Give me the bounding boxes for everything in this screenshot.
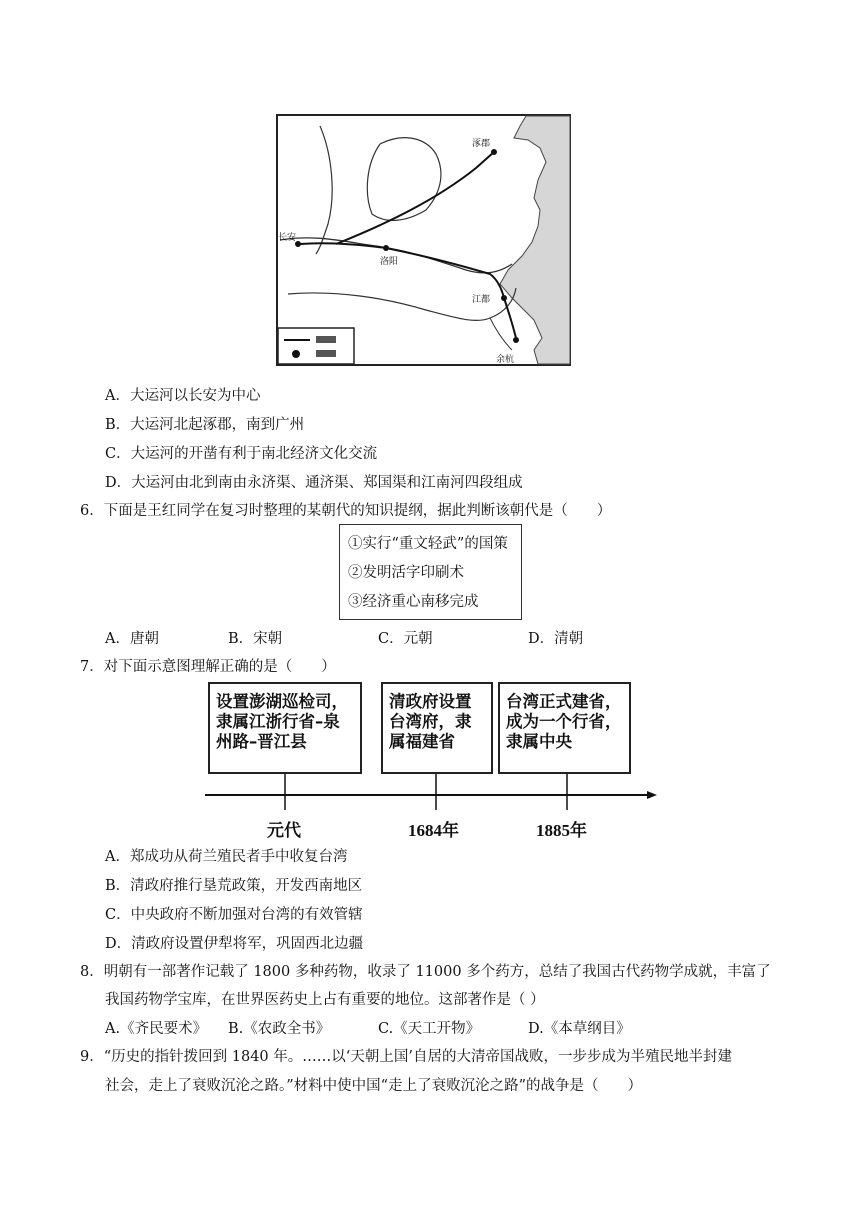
map-label-luoyang: 洛阳 (380, 257, 399, 267)
q6-option-c: C．元朝 (378, 631, 433, 647)
q7-option-a: A．郑成功从荷兰殖民者手中收复台湾 (105, 849, 348, 865)
q9-stem-line1: 9．“历史的指针拨回到 1840 年。……以‘天朝上国’自居的大清帝国战败，一步步成为半殖民地半封建 (80, 1049, 732, 1065)
timeline-box-1885: 台湾正式建省，成为一个行省，隶属中央 (498, 682, 631, 774)
q7-option-d: D．清政府设置伊犁将军，巩固西北边疆 (105, 936, 364, 952)
timeline-box-yuan: 设置澎湖巡检司，隶属江浙行省–泉州路–晋江县 (208, 682, 362, 774)
timeline-label-1684: 1684年 (408, 821, 459, 840)
q5-option-b: B．大运河北起涿郡，南到广州 (105, 417, 305, 433)
q6-stem: 6．下面是王红同学在复习时整理的某朝代的知识提纲，据此判断该朝代是（ ） (80, 503, 612, 519)
timeline-box-1684: 清政府设置台湾府，隶属福建省 (381, 682, 493, 774)
grand-canal-map (276, 114, 571, 366)
map-label-yuhang: 余杭 (496, 355, 515, 365)
q8-stem-line2: 我国药物学宝库，在世界医药史上占有重要的地位。这部著作是（ ） (105, 992, 545, 1008)
q6-option-d: D．清朝 (528, 631, 584, 647)
q8-stem-line1: 8．明朝有一部著作记载了 1800 多种药物，收录了 11000 多个药方，总结了我国古代药物学成就，丰富了 (80, 964, 771, 980)
timeline-axis (205, 774, 665, 814)
q7-option-b: B．清政府推行垦荒政策，开发西南地区 (105, 878, 363, 894)
q8-option-b: B.《农政全书》 (228, 1021, 331, 1037)
q7-stem: 7．对下面示意图理解正确的是（ ） (80, 659, 336, 675)
q6-outline-item: ①实行“重文轻武”的国策 (348, 536, 508, 552)
q6-option-b: B．宋朝 (228, 631, 283, 647)
q5-option-a: A．大运河以长安为中心 (105, 388, 261, 404)
q5-option-d: D．大运河由北到南由永济渠、通济渠、郑国渠和江南河四段组成 (105, 475, 523, 491)
q6-outline-box (339, 524, 522, 620)
q6-outline-item: ③经济重心南移完成 (348, 594, 479, 610)
timeline-label-yuan: 元代 (267, 821, 301, 840)
q8-option-c: C.《天工开物》 (378, 1021, 481, 1037)
timeline-label-1885: 1885年 (536, 821, 587, 840)
q6-option-a: A．唐朝 (105, 631, 159, 647)
q8-option-a: A.《齐民要术》 (105, 1021, 208, 1037)
q9-stem-line2: 社会，走上了衰败沉沦之路。”材料中使中国“走上了衰败沉沦之路”的战争是（ ） (105, 1078, 642, 1094)
map-label-zhuojun: 涿郡 (472, 139, 491, 149)
q8-option-d: D.《本草纲目》 (528, 1021, 631, 1037)
map-label-changan: 长安 (278, 233, 297, 243)
q6-outline-item: ②发明活字印刷术 (348, 565, 464, 581)
q5-option-c: C．大运河的开凿有利于南北经济文化交流 (105, 446, 378, 462)
map-label-jiangdu: 江都 (472, 295, 491, 305)
q7-option-c: C．中央政府不断加强对台湾的有效管辖 (105, 907, 363, 923)
